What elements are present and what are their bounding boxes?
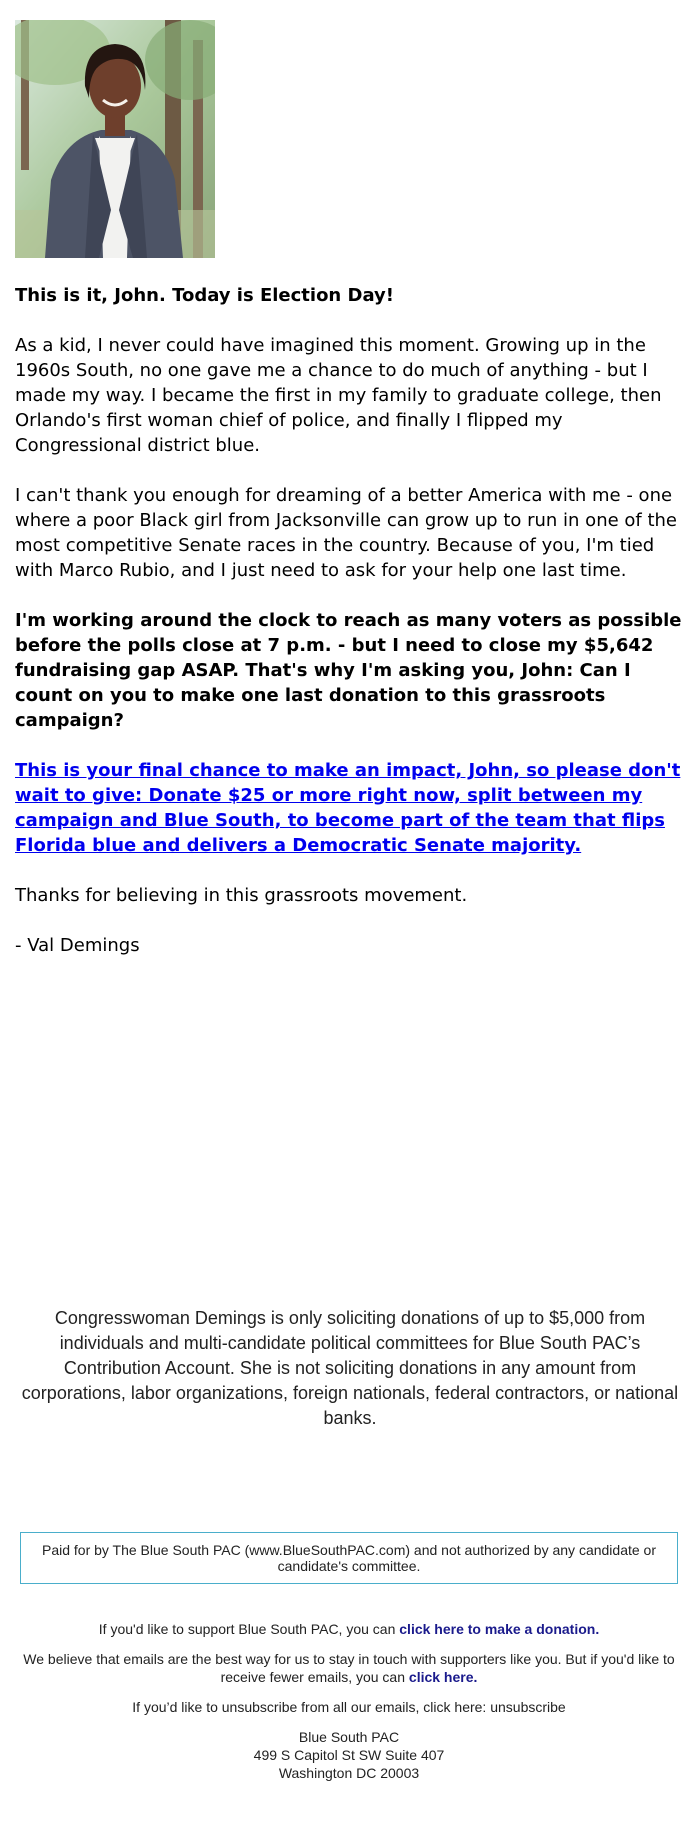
emails-text: We believe that emails are the best way for us to stay in touch with supporters like you. But if you'd like to receive fewer emails, you can — [23, 1651, 675, 1685]
unsubscribe-link[interactable]: unsubscribe — [490, 1699, 566, 1715]
greeting: This is it, John. Today is Election Day! — [15, 285, 394, 306]
address-name: Blue South PAC — [298, 1729, 400, 1745]
mailing-address — [20, 1728, 678, 1782]
solicitation-disclaimer: Congresswoman Demings is only soliciting donations of up to $5,000 from individuals and multi-candidate political committees for Blue South PAC’s Contribution Account. She is not soliciting donations in any amount from corporations, labor organizations, foreign nationals, federal contractors, or national banks. — [21, 1308, 679, 1428]
donation-link[interactable]: click here to make a donation. — [399, 1621, 600, 1637]
email-body — [15, 283, 691, 983]
fewer-emails-link[interactable]: click here. — [408, 1669, 478, 1685]
candidate-portrait-icon — [15, 20, 215, 258]
support-line — [20, 1620, 678, 1638]
paragraph-1: As a kid, I never could have imagined this moment. Growing up in the 1960s South, no one gave me a chance to do much of anything - but I made my way. I became the first in my family to graduate college, then Orlando's first woman chief of police, and finally I flipped my Congressional district blue. — [15, 335, 662, 456]
address-street: 499 S Capitol St SW Suite 407 — [253, 1747, 445, 1763]
address-city: Washington DC 20003 — [278, 1765, 420, 1781]
emails-line — [20, 1650, 678, 1686]
donate-link[interactable]: This is your final chance to make an impact, John, so please don't wait to give: Donate $25 or more right now, split between my campaign and Blue South, to become part of the team that flips Florida blue and delivers a Democratic Senate majority. — [15, 760, 681, 856]
candidate-photo — [15, 20, 215, 258]
unsubscribe-line — [20, 1698, 678, 1716]
paragraph-2: I can't thank you enough for dreaming of a better America with me - one where a poor Black girl from Jacksonville can grow up to run in one of the most competitive Senate races in the country. Because of you, I'm tied with Marco Rubio, and I just need to ask for your help one last time. — [15, 485, 678, 581]
support-text: If you'd like to support Blue South PAC, you can — [98, 1621, 400, 1637]
unsubscribe-text: If you’d like to unsubscribe from all our emails, click here: — [132, 1699, 491, 1715]
signature: - Val Demings — [15, 935, 140, 956]
paid-for-box — [20, 1532, 678, 1584]
thanks-text: Thanks for believing in this grassroots movement. — [15, 885, 468, 906]
paragraph-3: I'm working around the clock to reach as many voters as possible before the polls close at 7 p.m. - but I need to close my $5,642 fundraising gap ASAP. That's why I'm asking you, John: Can I count on you to make one last donation to this grassroots campaign? — [15, 610, 682, 731]
paid-for-text: Paid for by The Blue South PAC (www.BlueSouthPAC.com) and not authorized by any candidate or candidate's committee. — [41, 1542, 656, 1574]
footer — [20, 1620, 678, 1782]
